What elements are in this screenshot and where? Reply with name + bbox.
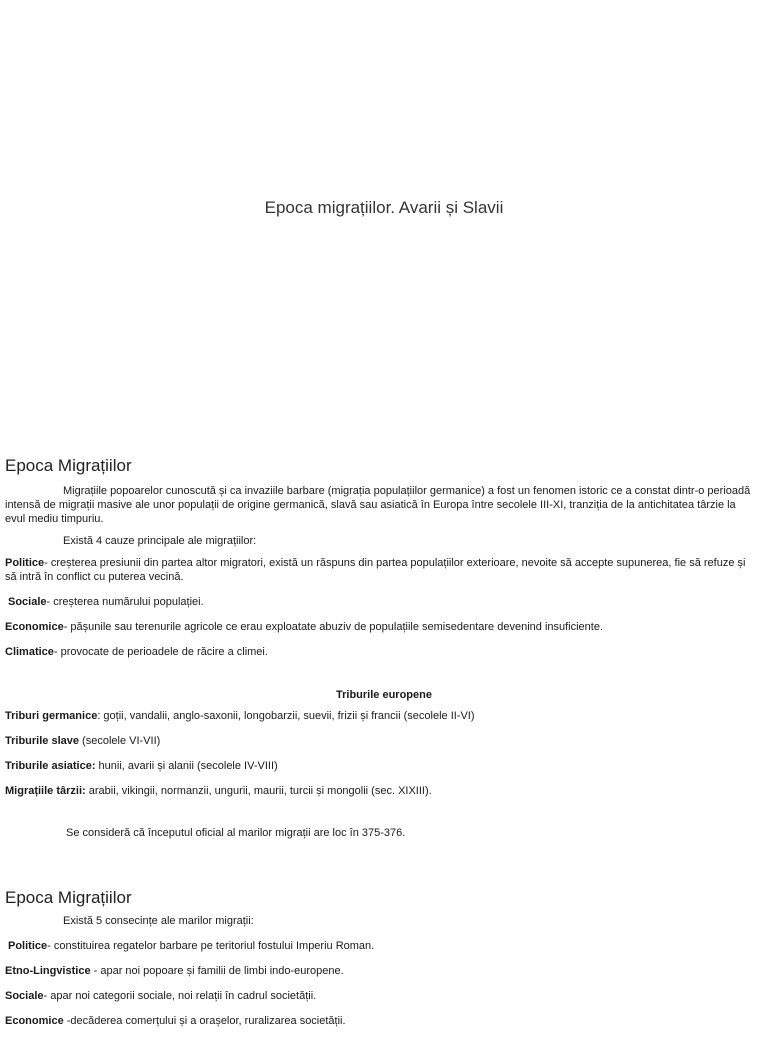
consequence-economic — [5, 1014, 768, 1028]
consequence-social — [5, 989, 768, 1003]
consequences-intro: Există 5 consecințe ale marilor migrații: — [63, 915, 254, 927]
tribe-label: Triburile asiatice: — [5, 760, 96, 772]
cause-text: - provocate de perioadele de răcire a climei. — [53, 646, 268, 658]
consequences-slide — [0, 884, 768, 1039]
cause-text: - creșterea presiunii din partea altor migratori, există un răspuns din partea populațiilor exterioare, nevoite să accepte supunerea, fie să refuze și să intră în conflict cu puterea vecină. — [5, 557, 746, 583]
consequence-text: - apar noi categorii sociale, noi relații în cadrul societății. — [43, 990, 317, 1002]
tribes-heading: Triburile europene — [336, 689, 432, 701]
cause-text: - pășunile sau terenurile agricole ce erau exploatate abuziv de populațiile semisedentare devenind insuficiente. — [63, 621, 604, 633]
tribe-label: Migrațiile târzii: — [5, 785, 86, 797]
tribe-text: hunii, avarii și alanii (secolele IV-VIII) — [95, 760, 278, 772]
tribe-label: Triburi germanice — [5, 710, 98, 722]
cause-text: - creșterea numărului populației. — [46, 596, 204, 608]
consequence-ethnolinguistic — [5, 964, 768, 978]
tribe-text: arabii, vikingii, normanzii, ungurii, maurii, turcii și mongolii (sec. XIXIII). — [85, 785, 432, 797]
tribe-asiatic — [5, 759, 768, 773]
consequence-label: Sociale — [5, 990, 44, 1002]
tribe-slavic — [5, 734, 768, 748]
tribe-germanic — [5, 709, 768, 723]
slide-heading: Epoca Migrațiilor — [5, 456, 132, 475]
cause-label: Climatice — [5, 646, 54, 658]
consequence-text: - constituirea regatelor barbare pe teritoriul fostului Imperiu Roman. — [47, 940, 375, 952]
tribe-text: (secolele VI-VII) — [78, 735, 161, 747]
presentation-title: Epoca migrațiilor. Avarii și Slavii — [264, 198, 504, 217]
cause-climatic — [5, 645, 768, 659]
cause-economic — [5, 620, 768, 634]
slide-heading: Epoca Migrațiilor — [5, 888, 132, 907]
causes-intro: Există 4 cauze principale ale migrațiilor: — [63, 535, 257, 547]
tribe-label: Triburile slave — [5, 735, 79, 747]
intro-paragraph: Migrațiile popoarelor cunoscută și ca invaziile barbare (migrația populațiilor germanice) a fost un fenomen istoric ce a constat dintr-o perioadă intensă de migrații masive ale unor populații de origine germanică, slavă sau asiatică în Europa între secolele III-XI, tranziția de la antichitatea târzie la evul mediu timpuriu. — [5, 485, 751, 525]
consequence-political — [8, 939, 768, 953]
tribe-late — [5, 784, 768, 798]
title-slide — [0, 0, 768, 440]
cause-political — [5, 556, 756, 584]
consequence-text: -decăderea comerțului și a orașelor, ruralizarea societății. — [63, 1015, 346, 1027]
tribe-text: : goții, vandalii, anglo-saxonii, longobarzii, suevii, frizii și francii (secolele II-VI) — [97, 710, 475, 722]
cause-label: Politice — [5, 557, 45, 569]
migrations-slide — [0, 452, 768, 851]
consequence-label: Economice — [5, 1015, 64, 1027]
start-note: Se consideră că începutul oficial al marilor migrații are loc în 375-376. — [66, 827, 406, 839]
cause-social — [8, 595, 768, 609]
consequence-label: Politice — [8, 940, 48, 952]
consequence-label: Etno-Lingvistice — [5, 965, 91, 977]
cause-label: Sociale — [8, 596, 47, 608]
cause-label: Economice — [5, 621, 64, 633]
consequence-text: - apar noi popoare și familii de limbi indo-europene. — [90, 965, 344, 977]
